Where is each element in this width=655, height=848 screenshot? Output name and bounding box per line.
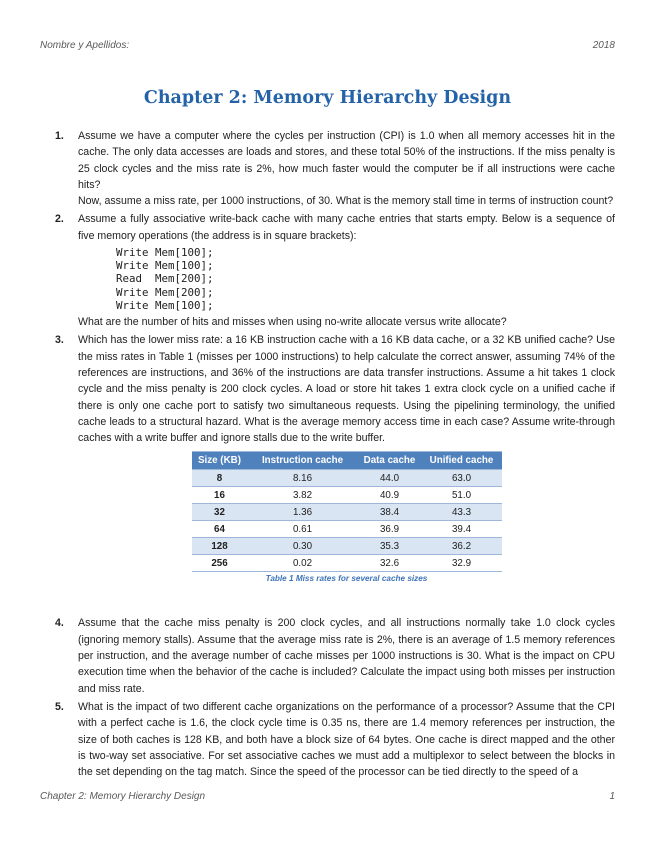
cell-instruction: 3.82	[248, 487, 358, 504]
table-header-row	[192, 452, 502, 470]
cell-instruction: 8.16	[248, 470, 358, 487]
question-5-body	[78, 699, 615, 780]
cell-instruction: 0.02	[248, 555, 358, 572]
cell-data: 35.3	[358, 538, 422, 555]
question-3-text: Which has the lower miss rate: a 16 KB instruction cache with a 16 KB data cache, or a 32 KB unified cache? Use the miss rates in Table 1 (misses per 1000 instructions) to help calculate the correct answer, assuming 74% of the references are instructions, and 36% of the instructions are data transfer instructions. Assume a hit takes 1 clock cycle and the miss penalty is 200 clock cycles. A load or store hit takes 1 extra clock cycle on a unified cache if there is only one cache port to satisfy two simultaneous requests. Using the pipelining terminology, the unified cache leads to a structural hazard. What is the average memory access time in each case? Assume write-through caches with a write buffer and ignore stalls due to the write buffer.	[78, 334, 615, 445]
table-row	[192, 504, 502, 521]
cell-unified: 63.0	[422, 470, 502, 487]
question-1-body	[78, 128, 615, 209]
miss-rates-table-block	[78, 451, 615, 583]
table-row	[192, 521, 502, 538]
cell-unified: 32.9	[422, 555, 502, 572]
table-row	[192, 470, 502, 487]
col-header-size: Size (KB)	[192, 452, 248, 470]
question-2-text-2: What are the number of hits and misses when using no-write allocate versus write allocate?	[78, 316, 507, 329]
question-1	[40, 128, 615, 209]
page-content	[40, 60, 615, 782]
table-row	[192, 487, 502, 504]
cell-unified: 36.2	[422, 538, 502, 555]
question-1-text-2: Now, assume a miss rate, per 1000 instructions, of 30. What is the memory stall time in terms of instruction count?	[78, 195, 614, 208]
header-name-label: Nombre y Apellidos:	[40, 40, 130, 51]
cell-data: 44.0	[358, 470, 422, 487]
question-4-text: Assume that the cache miss penalty is 200 clock cycles, and all instructions normally take 1.0 clock cycles (ignoring memory stalls). Assume that the average miss rate is 2%, there is an average of 1.5 memory references per instruction, and the average number of cache misses per 1000 instructions is 30. What is the impact on CPU execution time when the behavior of the cache is included? Calculate the impact using both misses per instruction and miss rate.	[78, 617, 615, 695]
page-footer	[40, 791, 615, 802]
cell-data: 36.9	[358, 521, 422, 538]
footer-page-number: 1	[609, 791, 615, 802]
question-5	[40, 699, 615, 780]
col-header-instruction-cache: Instruction cache	[248, 452, 358, 470]
question-4-body	[78, 615, 615, 696]
question-2-body	[78, 211, 615, 330]
memory-operations-code	[116, 246, 615, 312]
question-2-text: Assume a fully associative write-back cache with many cache entries that starts empty. Below is a sequence of five memory operations (the address is in square brackets):	[78, 213, 615, 242]
table-caption: Table 1 Miss rates for several cache sizes	[265, 574, 428, 584]
cell-data: 38.4	[358, 504, 422, 521]
cell-unified: 51.0	[422, 487, 502, 504]
question-5-number: 5.	[55, 700, 64, 713]
table-row	[192, 538, 502, 555]
question-2	[40, 211, 615, 330]
question-3-number: 3.	[55, 334, 64, 347]
table-row	[192, 555, 502, 572]
cell-size: 256	[192, 555, 248, 572]
question-4-number: 4.	[55, 617, 64, 630]
miss-rates-table	[192, 451, 502, 572]
footer-title: Chapter 2: Memory Hierarchy Design	[40, 791, 206, 802]
cell-instruction: 0.61	[248, 521, 358, 538]
col-header-unified-cache: Unified cache	[422, 452, 502, 470]
cell-instruction: 1.36	[248, 504, 358, 521]
code-line: Write Mem[200];	[116, 285, 214, 299]
cell-size: 32	[192, 504, 248, 521]
col-header-data-cache: Data cache	[358, 452, 422, 470]
question-1-text: Assume we have a computer where the cycles per instruction (CPI) is 1.0 when all memory accesses hit in the cache. The only data accesses are loads and stores, and these total 50% of the instructions. If the miss penalty is 25 clock cycles and the miss rate is 2%, how much faster would the computer be if all instructions were cache hits?	[78, 130, 615, 191]
cell-unified: 43.3	[422, 504, 502, 521]
question-3-body	[78, 332, 615, 613]
question-1-number: 1.	[55, 130, 64, 142]
page-header	[40, 40, 615, 51]
cell-size: 8	[192, 470, 248, 487]
cell-size: 64	[192, 521, 248, 538]
cell-size: 128	[192, 538, 248, 555]
question-5-text: What is the impact of two different cache organizations on the performance of a processor? Assume that the CPI with a perfect cache is 1.6, the clock cycle time is 0.35 ns, there are 1.4 memory references per instruction, the size of both caches is 128 KB, and both have a block size of 64 bytes. One cache is direct mapped and the other is two-way set associative. For set associative caches we must add a multiplexor to select between the blocks in the set depending on the tag match. Since the speed of the processor can be tied directly to the speed of a	[78, 700, 615, 779]
question-4	[40, 615, 615, 696]
code-line: Read Mem[200];	[116, 272, 214, 286]
code-line: Write Mem[100];	[116, 259, 214, 273]
question-3	[40, 332, 615, 613]
cell-size: 16	[192, 487, 248, 504]
code-line: Write Mem[100];	[116, 298, 214, 312]
code-line: Write Mem[100];	[116, 246, 214, 260]
cell-instruction: 0.30	[248, 538, 358, 555]
header-year: 2018	[592, 40, 615, 51]
cell-unified: 39.4	[422, 521, 502, 538]
question-2-number: 2.	[55, 213, 64, 226]
cell-data: 40.9	[358, 487, 422, 504]
question-list	[40, 128, 615, 780]
chapter-title: Chapter 2: Memory Hierarchy Design	[143, 88, 512, 108]
cell-data: 32.6	[358, 555, 422, 572]
